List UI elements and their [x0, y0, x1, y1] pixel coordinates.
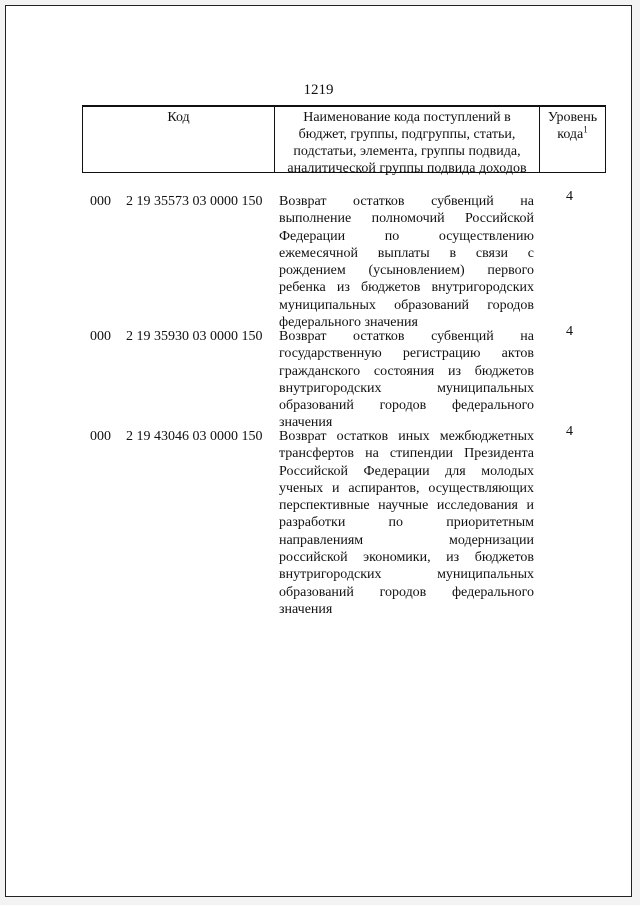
header-level-line: Уровень: [547, 110, 598, 125]
header-name-line: подстатьи, элемента, группы подвида,: [293, 144, 521, 159]
header-level-line-2: [540, 126, 605, 143]
row-prefix: 000: [90, 194, 111, 209]
desc-line: федерального значения: [279, 315, 418, 331]
page-number: 1219: [303, 82, 334, 98]
header-name-line: Наименование кода поступлений в: [303, 110, 511, 125]
row-prefix: 000: [90, 429, 111, 444]
header-code-label: Код: [167, 110, 190, 125]
header-level: [540, 107, 605, 172]
row-description: [279, 328, 534, 432]
header-level-word: кода: [557, 127, 584, 142]
document-page: [5, 5, 632, 897]
footnote-marker: 1: [583, 124, 588, 135]
header-name-line: аналитической группы подвида доходов: [287, 161, 527, 176]
desc-line: выполнение полномочий Российской: [279, 211, 534, 227]
desc-line: Возврат остатков иных межбюджетных: [279, 429, 534, 444]
desc-line: государственную регистрацию актов: [279, 346, 534, 362]
desc-line: разработки по приоритетным: [279, 515, 534, 531]
desc-line: перспективные научные исследования и: [279, 498, 534, 514]
row-level: 4: [566, 189, 573, 204]
header-code: [83, 107, 275, 172]
desc-line: внутригородских муниципальных: [279, 380, 534, 396]
desc-line: Возврат остатков субвенций на: [279, 194, 534, 209]
desc-line: муниципальных образований городов: [279, 297, 534, 313]
row-description: [279, 193, 534, 331]
row-code: 2 19 35930 03 0000 150: [126, 329, 263, 344]
row-level: 4: [566, 424, 573, 439]
desc-line: Возврат остатков субвенций на: [279, 329, 534, 344]
desc-line: российской экономики, из бюджетов: [279, 550, 534, 566]
row-level: 4: [566, 324, 573, 339]
desc-line: ежемесячной выплаты в связи с: [279, 245, 534, 261]
table-header: [82, 105, 606, 176]
desc-line: образований городов федерального: [279, 398, 534, 414]
row-code: 2 19 43046 03 0000 150: [126, 429, 263, 444]
desc-line: ребенка из бюджетов внутригородских: [279, 280, 534, 296]
desc-line: значения: [279, 601, 333, 617]
desc-line: внутригородских муниципальных: [279, 567, 534, 583]
desc-line: образований городов федерального: [279, 584, 534, 600]
header-name-line: бюджет, группы, подгруппы, статьи,: [298, 127, 516, 142]
desc-line: направлениям модернизации: [279, 532, 534, 548]
row-description: [279, 428, 534, 618]
row-prefix: 000: [90, 329, 111, 344]
desc-line: значения: [279, 415, 333, 431]
row-code: 2 19 35573 03 0000 150: [126, 194, 263, 209]
desc-line: рождением (усыновлением) первого: [279, 263, 534, 279]
desc-line: Федерации по осуществлению: [279, 228, 534, 244]
desc-line: Российской Федерации для молодых: [279, 463, 534, 479]
desc-line: трансфертов на стипендии Президента: [279, 446, 534, 462]
desc-line: гражданского состояния из бюджетов: [279, 363, 534, 379]
header-name: [275, 107, 540, 176]
desc-line: ученых и аспирантов, осуществляющих: [279, 480, 534, 496]
